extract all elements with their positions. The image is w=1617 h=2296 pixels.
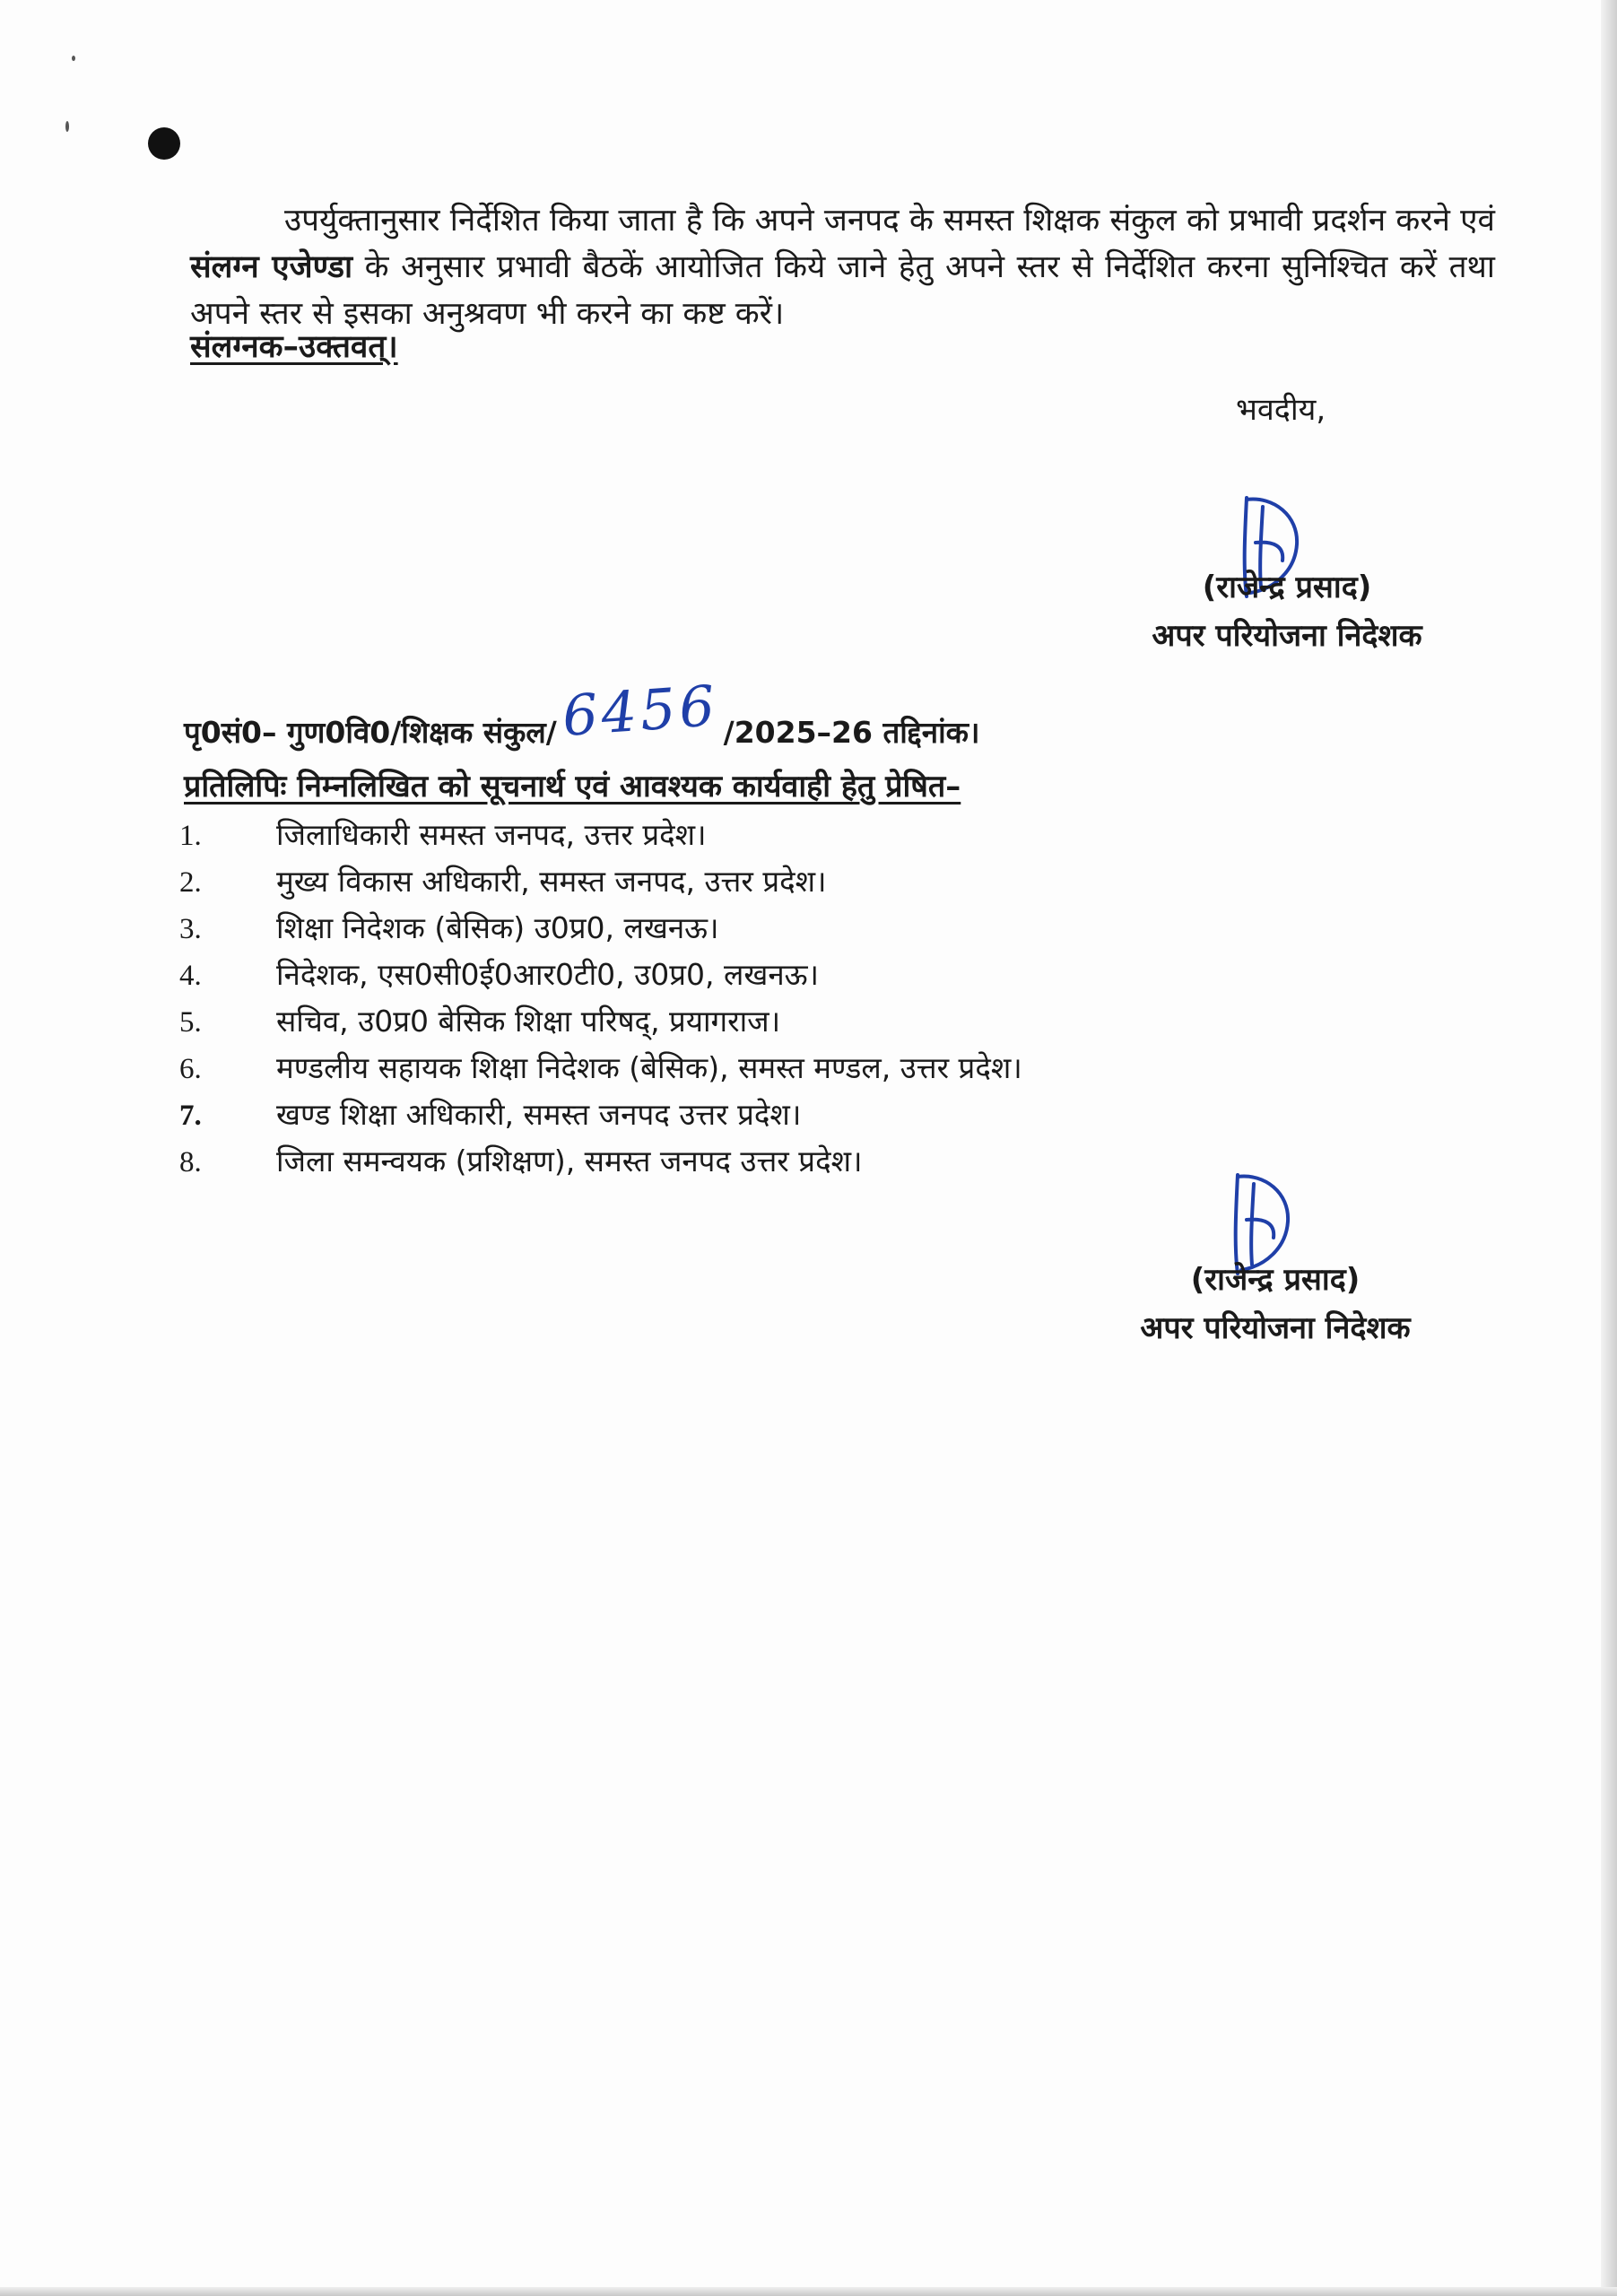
- attachment-note: संलग्नक–उक्तवत्।: [190, 329, 398, 365]
- letter-body-bold-agenda: संलग्न एजेण्डा: [190, 249, 353, 285]
- reference-suffix: /2025–26 तद्दिनांक।: [723, 715, 980, 750]
- signature-block-copy: [1105, 1256, 1446, 1352]
- signatory-designation: अपर परियोजना निदेशक: [1140, 1310, 1411, 1346]
- list-item-text: मुख्य विकास अधिकारी, समस्त जनपद, उत्तर प्रदेश।: [276, 864, 827, 899]
- list-item: [179, 858, 1022, 905]
- list-item-text: खण्ड शिक्षा अधिकारी, समस्त जनपद उत्तर प्रदेश।: [276, 1097, 802, 1132]
- reference-number-line: [184, 673, 980, 756]
- list-item-number: 4.: [179, 960, 202, 992]
- list-item-number: 7.: [179, 1100, 202, 1132]
- list-item-text: शिक्षा निदेशक (बेसिक) उ0प्र0, लखनऊ।: [276, 910, 719, 945]
- list-item-number: 6.: [179, 1053, 202, 1085]
- list-item: [179, 998, 1022, 1045]
- list-item-text: मण्डलीय सहायक शिक्षा निदेशक (बेसिक), समस्त मण्डल, उत्तर प्रदेश।: [276, 1050, 1022, 1085]
- list-item-text: निदेशक, एस0सी0ई0आर0टी0, उ0प्र0, लखनऊ।: [276, 957, 820, 992]
- list-item: [179, 952, 1022, 998]
- scan-speck: [72, 56, 75, 61]
- list-item-number: 1.: [179, 820, 202, 852]
- list-item-number: 2.: [179, 866, 202, 899]
- list-item: [179, 1045, 1022, 1091]
- handwritten-dispatch-number: 6456: [560, 673, 720, 749]
- letter-closing: भवदीय,: [1236, 392, 1326, 428]
- scan-speck: [65, 121, 69, 132]
- list-item-text: सचिव, उ0प्र0 बेसिक शिक्षा परिषद्, प्रयागराज।: [276, 1004, 781, 1039]
- list-item-text: जिलाधिकारी समस्त जनपद, उत्तर प्रदेश।: [276, 817, 707, 852]
- signatory-designation: अपर परियोजना निदेशक: [1152, 618, 1422, 654]
- list-item-text: जिला समन्वयक (प्रशिक्षण), समस्त जनपद उत्तर प्रदेश।: [276, 1144, 863, 1178]
- letter-body-part-2: के अनुसार प्रभावी बैठकें आयोजित किये जाने हेतु अपने स्तर से निर्देशित करना सुनिश्चित करें तथा अपने स्तर से इसका अनुश्रवण भी करने का कष्ट करें।: [190, 249, 1495, 332]
- copy-to-heading: प्रतिलिपिः निम्नलिखित को सूचनार्थ एवं आवश्यक कार्यवाही हेतु प्रेषित–: [184, 769, 961, 804]
- letter-body-part-1: उपर्युक्तानुसार निर्देशित किया जाता है कि अपने जनपद के समस्त शिक्षक संकुल को प्रभावी प्रदर्शन करने एवं: [284, 203, 1495, 239]
- copy-to-list: [179, 812, 1022, 1185]
- scan-edge-shadow-right: [1601, 0, 1617, 2296]
- reference-prefix: पृ0सं0– गुण0वि0/शिक्षक संकुल/: [184, 715, 557, 750]
- list-item-number: 5.: [179, 1006, 202, 1039]
- signature-block-primary: [1117, 563, 1457, 660]
- list-item: [179, 1091, 1022, 1138]
- list-item: [179, 812, 1022, 858]
- letter-body-paragraph: [190, 197, 1495, 337]
- list-item: [179, 1138, 1022, 1185]
- signatory-name: (राजेन्द्र प्रसाद): [1202, 570, 1372, 605]
- punch-hole-mark: [148, 127, 180, 160]
- scan-edge-shadow-bottom: [0, 2287, 1617, 2296]
- list-item-number: 3.: [179, 913, 202, 945]
- list-item-number: 8.: [179, 1146, 202, 1178]
- signatory-name: (राजेन्द्र प्रसाद): [1190, 1262, 1361, 1298]
- list-item: [179, 905, 1022, 952]
